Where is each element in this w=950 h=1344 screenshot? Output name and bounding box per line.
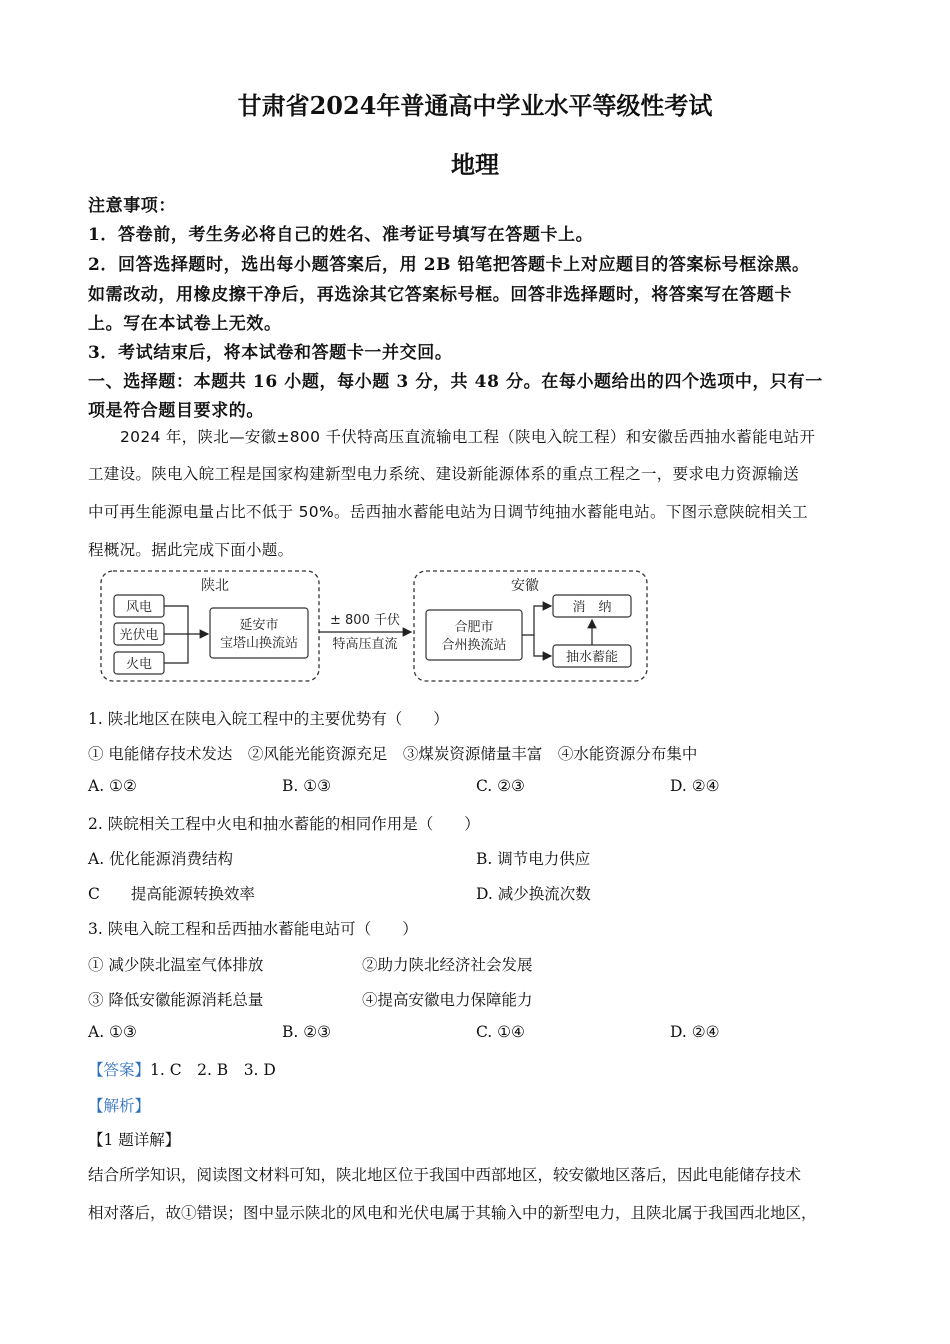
q1-option-d: D. ②④: [670, 777, 720, 795]
q2-option-b: B. 调节电力供应: [476, 850, 591, 868]
power-transmission-diagram: [98, 566, 654, 686]
q2-option-d: D. 减少换流次数: [476, 885, 591, 903]
explanation-line-2: 相对落后，故①错误；图中显示陕北的风电和光伏电属于其输入中的新型电力，且陕北属于我国西北地区，: [88, 1204, 817, 1222]
q2-option-c: C 提高能源转换效率: [88, 885, 255, 903]
thermal-power-label: 火电: [125, 657, 153, 672]
wind-power-label: 风电: [125, 600, 153, 615]
answer-line: [88, 1058, 276, 1080]
question-3-stem: 3. 陕电入皖工程和岳西抽水蓄能电站可（ ）: [88, 920, 418, 938]
question-2-stem: 2. 陕皖相关工程中火电和抽水蓄能的相同作用是（ ）: [88, 815, 480, 833]
consume-label: 消 纳: [572, 600, 612, 615]
section-heading-line-2: 项是符合题目要求的。: [88, 401, 264, 421]
subject-title: 地理: [451, 150, 499, 179]
answer-text: 1. C 2. B 3. D: [150, 1061, 276, 1079]
q2-option-a: A. 优化能源消费结构: [88, 850, 234, 868]
yanan-station-line-2: 宝塔山换流站: [219, 636, 299, 651]
exam-title: 甘肃省2024年普通高中学业水平等级性考试: [237, 91, 713, 120]
analysis-tag: 【解析】: [88, 1097, 151, 1115]
solar-power-label: 光伏电: [119, 628, 159, 643]
pumped-storage-label: 抽水蓄能: [565, 650, 619, 665]
note-3: 3．考试结束后，将本试卷和答题卡一并交回。: [88, 343, 453, 363]
yanan-station-line-1: 延安市: [239, 618, 279, 633]
answer-tag: 【答案】: [88, 1061, 151, 1079]
q3-option-d: D. ②④: [670, 1023, 720, 1041]
q3-item-3: ③ 降低安徽能源消耗总量: [88, 991, 264, 1009]
q1-option-c: C. ②③: [476, 777, 525, 795]
to-storage-arrow: [534, 635, 551, 656]
to-consume-arrow: [522, 606, 551, 635]
passage-line-4: 程概况。据此完成下面小题。: [88, 541, 294, 559]
passage-line-2: 工建设。陕电入皖工程是国家构建新型电力系统、建设新能源体系的重点工程之一，要求电力资源输送: [88, 465, 800, 483]
q1-option-b: B. ①③: [282, 777, 332, 795]
hefei-station-line-1: 合肥市: [454, 620, 494, 635]
passage-line-3: 中可再生能源电量占比不低于 50%。岳西抽水蓄能电站为日调节纯抽水蓄能电站。下图示意陕皖相关工: [88, 503, 808, 521]
question-1-items: ① 电能储存技术发达 ②风能光能资源充足 ③煤炭资源储量丰富 ④水能资源分布集中: [88, 745, 698, 763]
q3-option-a: A. ①③: [88, 1023, 137, 1041]
q1-option-a: A. ①②: [88, 777, 137, 795]
section-heading-line-1: 一、选择题：本题共 16 小题，每小题 3 分，共 48 分。在每小题给出的四个选项中，只有一: [88, 372, 823, 392]
question-1-stem: 1. 陕北地区在陕电入皖工程中的主要优势有（ ）: [88, 710, 449, 728]
q3-item-1: ① 减少陕北温室气体排放: [88, 956, 264, 974]
explanation-line-1: 结合所学知识，阅读图文材料可知，陕北地区位于我国中西部地区，较安徽地区落后，因此电能储存技术: [88, 1166, 802, 1184]
q3-item-4: ④提高安徽电力保障能力: [362, 991, 533, 1009]
note-2-line-1: 2．回答选择题时，选出每小题答案后，用 2B 铅笔把答题卡上对应题目的答案标号框涂黑。: [88, 255, 810, 275]
note-2-line-2: 如需改动，用橡皮擦干净后，再选涂其它答案标号框。回答非选择题时，将答案写在答题卡: [88, 285, 792, 305]
note-2-line-3: 上。写在本试卷上无效。: [88, 314, 282, 334]
shaanbei-label: 陕北: [201, 578, 229, 594]
notes-heading: 注意事项：: [88, 196, 176, 216]
passage-line-1: 2024 年，陕北—安徽±800 千伏特高压直流输电工程（陕电入皖工程）和安徽岳西抽水蓄能电站开: [120, 428, 816, 446]
q3-option-c: C. ①④: [476, 1023, 525, 1041]
q1-detail-heading: 【1 题详解】: [88, 1131, 181, 1149]
anhui-label: 安徽: [511, 578, 539, 594]
uhv-label-line-2: 特高压直流: [332, 637, 398, 652]
q3-item-2: ②助力陕北经济社会发展: [362, 956, 533, 974]
hefei-station-line-2: 合州换流站: [441, 638, 507, 653]
note-1: 1．答卷前，考生务必将自己的姓名、准考证号填写在答题卡上。: [88, 225, 594, 245]
uhv-label-line-1: ± 800 千伏: [330, 613, 400, 628]
q3-option-b: B. ②③: [282, 1023, 332, 1041]
sources-to-station-arrow: [164, 606, 208, 663]
